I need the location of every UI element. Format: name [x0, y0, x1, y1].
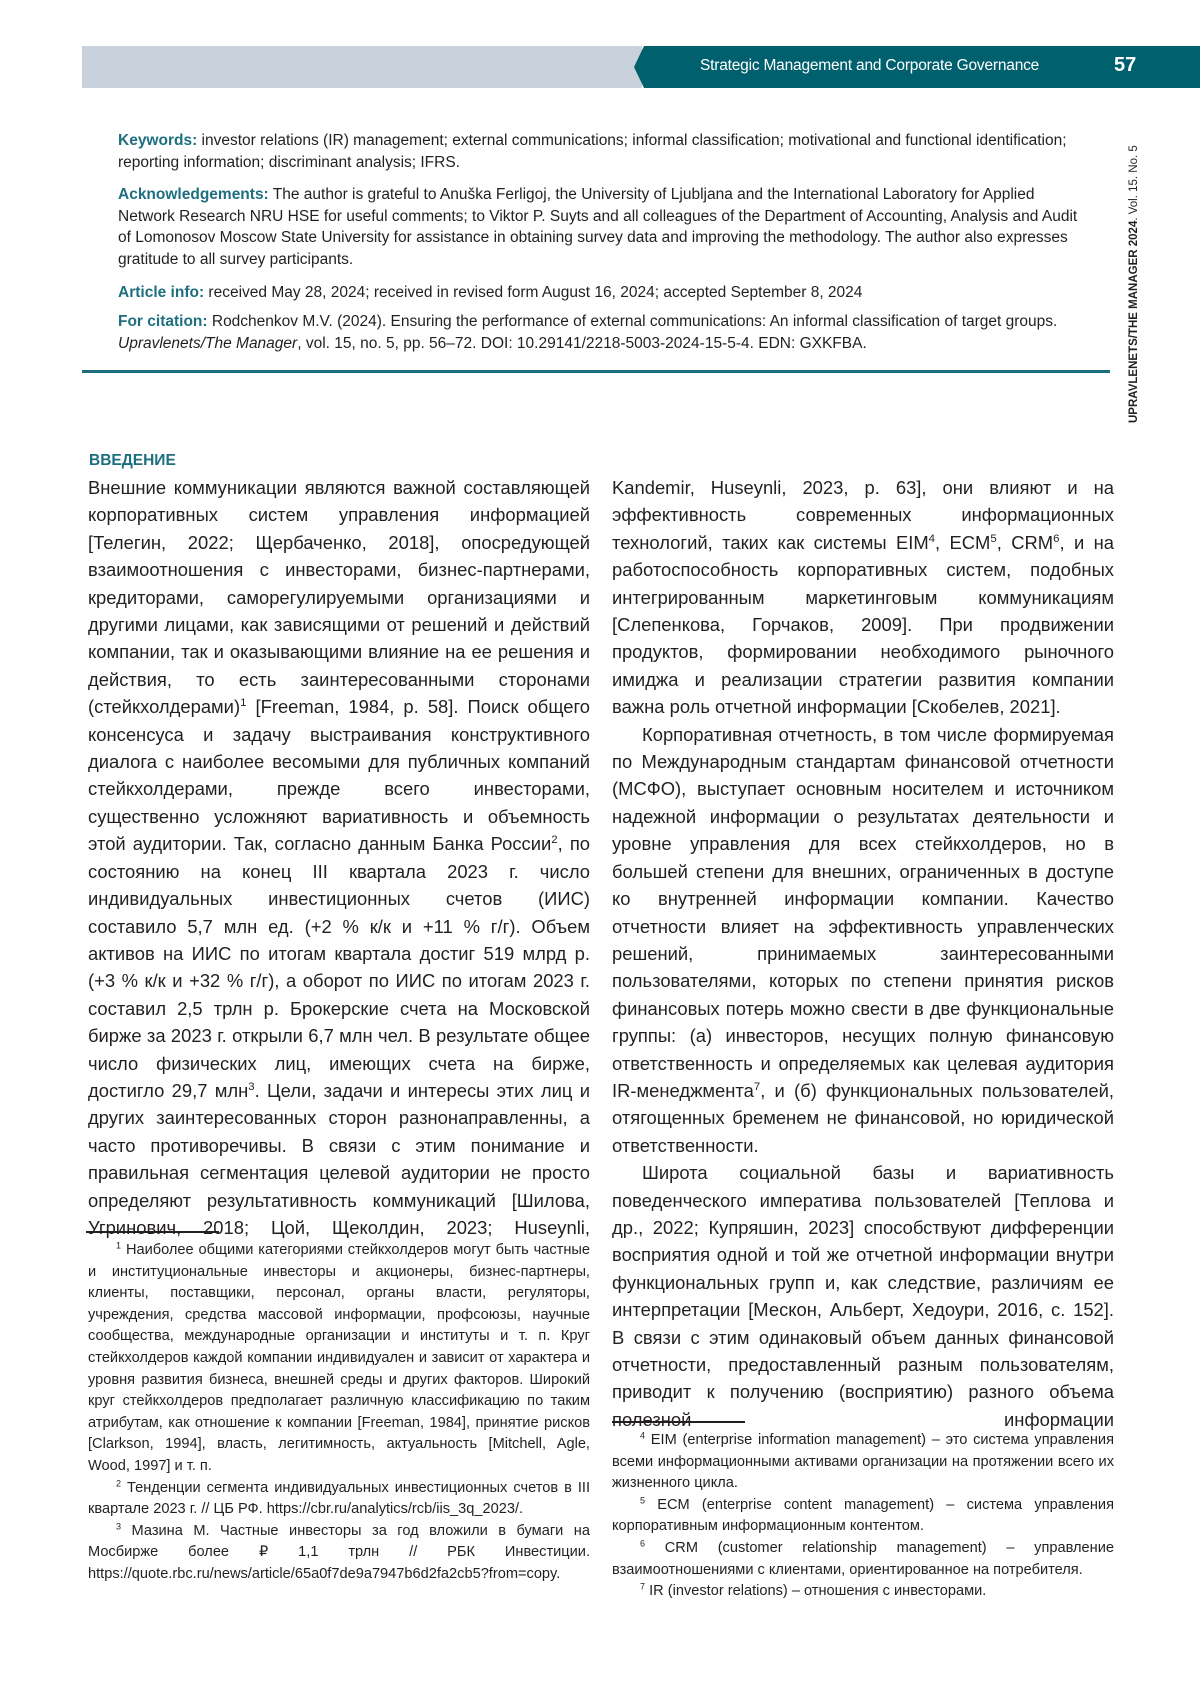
section-heading: ВВЕДЕНИЕ [89, 452, 176, 470]
header-bar [82, 46, 642, 88]
journal-sidebar [1128, 145, 1140, 423]
paragraph-text: Корпоративная отчетность, в том числе формируемая по Международным стандартам финансовой отчетности (МСФО), выступает основным носителем и источником надежной информации о результатах деятельности и уровне управления для всех стейкхолдеров, но в большей степени для внешних, ограниченных в доступе ко внутренней информации компании. Качество отчетности влияет на эффективность управленческих решений, принимаемых заинтересованными пользователями, которых по степени принятия рисков финансовых потерь можно свести в две функциональные группы: (а) инвесторов, несущих полную финансовую ответственность и определяемых как целевая аудитория IR-менеджмента [612, 724, 1114, 1101]
footnote-text: Наиболее общими категориями стейкхолдеров могут быть частные и институциональные инвесторы и акционеры, бизнес-партнеры, клиенты, поставщики, персонал, органы власти, регуляторы, учреждения, средства массовой информации, профсоюзы, научные сообщества, международные организации и институты и т. п. Круг стейкхолдеров каждой компании индивидуален и зависит от характера и уровня развития бизнеса, внешней среды и других факторов. Широкий круг стейкхолдеров предполагает различную классификацию по таким атрибутам, как отношение к компании [Freeman, 1984], принятие рисков [Clarkson, 1994], власть, легитимность, актуальность [Mitchell, Agle, Wood, 1997] и т. п. [88, 1242, 590, 1474]
meta-divider [82, 370, 1110, 373]
running-head-title: Strategic Management and Corporate Governance [700, 57, 1039, 75]
footnote-text: IR (investor relations) – отношения с инвесторами. [645, 1583, 986, 1599]
footnote-number: 1 [116, 1241, 121, 1251]
footnote-ref: 3 [248, 1081, 254, 1093]
paragraph-text: , и (б) функциональных пользователей, отягощенных бременем не финансовой, но юридической ответственности. [612, 1080, 1114, 1156]
footnote [88, 1521, 590, 1586]
footnotes-left [88, 1240, 590, 1586]
footnote-separator [612, 1421, 745, 1423]
footnote-ref: 7 [754, 1081, 760, 1093]
footnote-number: 6 [640, 1539, 645, 1549]
paragraph-text: [Freeman, 1984, p. 58]. Поиск общего консенсуса и задачу выстраивания конструктивного диалога с наиболее весомыми для публичных компаний стейкхолдерами, прежде всего инвесторами, существенно усложняют вариативность и объемность этой аудитории. Так, согласно данным Банка России [88, 696, 590, 854]
footnotes-right [612, 1430, 1114, 1603]
paragraph-text: , CRM [997, 532, 1053, 553]
article-info [118, 282, 1084, 304]
citation-label: For citation: [118, 313, 208, 330]
citation [118, 311, 1084, 354]
paragraph-text: , по состоянию на конец III квартала 2023 г. число индивидуальных инвестиционных счетов (ИИС) составило 5,7 млн ед. (+2 % к/к и +11 % г/г). Объем активов на ИИС по итогам квартала достиг 519 млрд р. (+3 % к/к и +32 % г/г), а оборот по ИИС по итогам 2023 г. составил 2,5 трлн р. Брокерские счета на Московской бирже за 2023 г. открыли 6,7 млн чел. В результате общее число физических лиц, имеющих счета на бирже, достигло 29,7 млн [88, 833, 590, 1101]
footnote-ref: 2 [551, 834, 557, 846]
footnote-number: 3 [116, 1521, 121, 1531]
paragraph-text: , и на работоспособность корпоративных систем, подобных интегрированным маркетинговым коммуникациям [Слепенкова, Горчаков, 2009]. При продвижении продуктов, формировании необходимого рыночного имиджа и реализации стратегии развития компании важна роль отчетной информации [Скобелев, 2021]. [612, 532, 1114, 717]
citation-text: Rodchenkov M.V. (2024). Ensuring the performance of external communications: An informal classification of target groups. [208, 313, 1058, 330]
footnote [88, 1478, 590, 1521]
paragraph-text: Внешние коммуникации являются важной составляющей корпоративных систем управления информацией [Телегин, 2022; Щербаченко, 2018], опосредующей взаимоотношения с инвесторами, бизнес-партнерами, кредиторами, саморегулируемыми организациями и другими лицами, как зависящими от решений и действий компании, так и оказывающими влияние на ее решения и действия, то есть заинтересованными сторонами (стейкхолдерами) [88, 477, 590, 717]
footnote-ref: 6 [1053, 533, 1059, 545]
footnote [88, 1240, 590, 1478]
footnote-number: 7 [640, 1582, 645, 1592]
acknowledgements-label: Acknowledgements: [118, 186, 269, 203]
keywords-label: Keywords: [118, 132, 197, 149]
body-paragraph [612, 1159, 1114, 1433]
footnote [612, 1538, 1114, 1581]
footnote-ref: 4 [929, 533, 935, 545]
journal-issue: . Vol. 15. No. 5 [1128, 145, 1140, 220]
footnote-number: 2 [116, 1478, 121, 1488]
footnote-number: 4 [640, 1431, 645, 1441]
citation-text-end: , vol. 15, no. 5, pp. 56–72. DOI: 10.29141/2218-5003-2024-15-5-4. EDN: GXKFBA. [297, 335, 867, 352]
paragraph-text: Широта социальной базы и вариативность поведенческого императива пользователей [Теплова и др., 2022; Купряшин, 2023] способствуют дифференции восприятия одной и той же отчетной информации внутри функциональных групп и, как следствие, различиям ее интерпретации [Мескон, Альберт, Хедоури, 2016, с. 152]. В связи с этим одинаковый объем данных финансовой отчетности, предоставленный разным пользователям, приводит к получению (восприятию) разного объема полезной информации [612, 1162, 1114, 1430]
footnote-number: 5 [640, 1495, 645, 1505]
body-paragraph [612, 474, 1114, 721]
body-column-right [612, 474, 1114, 1433]
footnote-text: Тенденции сегмента индивидуальных инвестиционных счетов в III квартале 2023 г. // ЦБ РФ. https://cbr.ru/analytics/rcb/iis_3q_2023/. [88, 1480, 590, 1518]
footnote-separator [86, 1231, 219, 1233]
article-info-text: received May 28, 2024; received in revised form August 16, 2024; accepted September 8, 2024 [204, 284, 862, 301]
footnote-text: ECM (enterprise content management) – система управления корпоративным информационным контентом. [612, 1497, 1114, 1535]
citation-journal: Upravlenets/The Manager [118, 335, 297, 352]
footnote [612, 1581, 1114, 1603]
footnote-ref: 1 [240, 697, 246, 709]
journal-name: UPRAVLENETS/THE MANAGER 2024 [1128, 221, 1140, 423]
article-info-label: Article info: [118, 284, 204, 301]
footnote-ref: 5 [990, 533, 996, 545]
footnote-text: Мазина М. Частные инвесторы за год вложили в бумаги на Мосбирже более ₽ 1,1 трлн // РБК Инвестиции. https://quote.rbc.ru/news/article/65a0f7de9a7947b6d2fa2cb5?from=copy. [88, 1523, 590, 1582]
keywords [118, 130, 1084, 173]
keywords-text: investor relations (IR) management; external communications; informal classification; motivational and functional identification; reporting information; discriminant analysis; IFRS. [118, 132, 1067, 171]
paragraph-text: . Цели, задачи и интересы этих лиц и других заинтересованных сторон разнонаправленны, а часто противоречивы. В связи с этим понимание и правильная сегментация целевой аудитории не просто определяют результативность коммуникаций [Шилова, Угринович, 2018; Цой, Щеколдин, 2023; Huseynli, [88, 1080, 590, 1238]
body-column-left [88, 474, 590, 1241]
footnote-text: CRM (customer relationship management) – управление взаимоотношениями с клиентами, ориентированное на потребителя. [612, 1540, 1114, 1578]
acknowledgements [118, 184, 1084, 270]
footnote [612, 1430, 1114, 1495]
paragraph-text: , ECM [935, 532, 990, 553]
acknowledgements-text: The author is grateful to Anuška Ferligoj, the University of Ljubljana and the International Laboratory for Applied Network Research NRU HSE for useful comments; to Viktor P. Suyts and all colleagues of the Department of Accounting, Analysis and Audit of Lomonosov Moscow State University for assistance in obtaining survey data and improving the methodology. The author also expresses gratitude to all survey participants. [118, 186, 1077, 268]
footnote-text: EIM (enterprise information management) – это система управления всеми информационными активами организации на протяжении всего их жизненного цикла. [612, 1432, 1114, 1491]
body-paragraph [612, 721, 1114, 1160]
page-number: 57 [1114, 54, 1136, 77]
body-paragraph [88, 474, 590, 1241]
paragraph-text: Kandemir, Huseynli, 2023, p. 63], они влияют и на эффективность современных информационных технологий, таких как системы EIM [612, 477, 1114, 553]
footnote [612, 1495, 1114, 1538]
